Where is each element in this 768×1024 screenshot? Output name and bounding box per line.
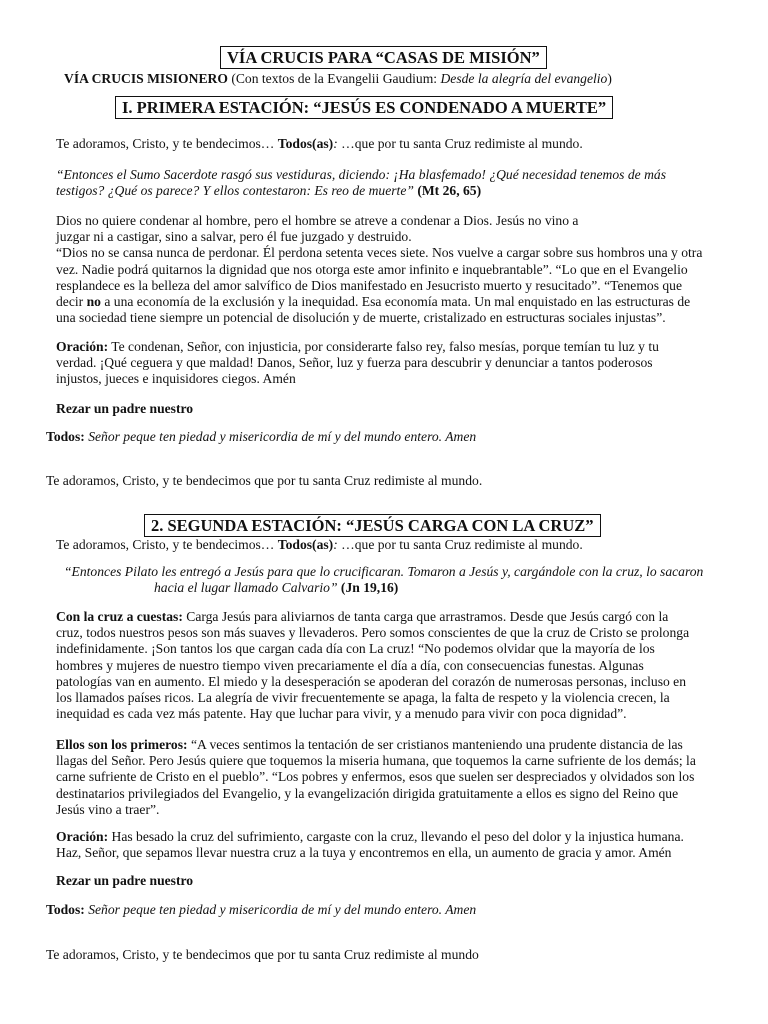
para2-label: Ellos son los primeros:	[56, 737, 188, 752]
para-line: inequidad es cada vez más patente. Hay que luchar para vivir, y a menudo para vivir con poca dignidad”.	[56, 706, 627, 722]
station2-closing: Te adoramos, Cristo, y te bendecimos que por tu santa Cruz redimiste al mundo	[46, 947, 479, 962]
todos-label: Todos:	[46, 902, 85, 917]
prayer-line: Haz, Señor, que sepamos llevar nuestra cruz a la tuya y encontremos en ella, un aumento de gracia y amor. Amén	[56, 845, 672, 861]
adoration-colon: :	[333, 136, 338, 151]
para-line: patologías van en aumento. El miedo y la desesperación se apoderan del corazón de numerosas personas, incluso en	[56, 673, 687, 689]
adoration-post: …que por tu santa Cruz redimiste al mundo.	[337, 537, 583, 552]
station1-prayer	[56, 339, 708, 388]
prayer-line: Oración: Has besado la cruz del sufrimiento, cargaste con la cruz, llevando el peso del dolor y la injustica humana.	[56, 829, 684, 844]
body-line: decir no a una economía de la exclusión y la inequidad. Esa economía mata. Un mal enquistado en las estructuras de	[56, 294, 691, 310]
subtitle-bold: VÍA CRUCIS MISIONERO	[64, 71, 228, 86]
adoration-todos: Todos(as)	[277, 537, 334, 552]
body-line: juzgar ni a castigar, sino a salvar, pero él fue juzgado y destruido.	[56, 229, 412, 245]
adoration-post: …que por tu santa Cruz redimiste al mundo.	[337, 136, 583, 151]
subtitle-close: )	[607, 71, 612, 86]
station2-para2	[56, 737, 708, 818]
todos-text: Señor peque ten piedad y misericordia de mí y del mundo entero. Amen	[84, 902, 477, 917]
para-line: carne sufriente de Cristo en el pueblo”. “Los pobres y enfermos, esos que suelen ser despreciados y olvidados son los	[56, 769, 695, 785]
quote-line: hacia el lugar llamado Calvario” (Jn 19,16)	[154, 580, 399, 596]
station1-heading: I. PRIMERA ESTACIÓN: “JESÚS ES CONDENADO A MUERTE”	[115, 96, 613, 119]
station1-rezar: Rezar un padre nuestro	[56, 401, 194, 416]
station1-closing: Te adoramos, Cristo, y te bendecimos que por tu santa Cruz redimiste al mundo.	[46, 473, 483, 488]
para-line: cruz, todos nuestros pesos son más suaves y llevaderos. Pero somos conscientes de que la cruz de Cristo se prolonga	[56, 625, 690, 641]
station2-prayer	[56, 829, 708, 861]
para-line: destinatarios privilegiados del Evangelio, y la evangelización dirigida gratuitamente a ellos es signo del Reino que	[56, 785, 679, 801]
quote-line: testigos? ¿Qué os parece? Y ellos contestaron: Es reo de muerte” (Mt 26, 65)	[56, 183, 482, 199]
station1-quote	[56, 167, 708, 199]
adoration-todos: Todos(as)	[277, 136, 334, 151]
para-line: indefinidamente. ¡Son tantos los que cargan cada día con La cruz! “No podemos olvidar que la mayoría de los	[56, 641, 655, 657]
para1-label: Con la cruz a cuestas:	[56, 609, 183, 624]
para-line: hombres y mujeres de nuestro tiempo viven precariamente el día a día, con consecuencias funestas. Algunas	[56, 657, 644, 673]
quote-line: “Entonces el Sumo Sacerdote rasgó sus vestiduras, diciendo: ¡Ha blasfemado! ¿Qué necesidad tenemos de más	[56, 167, 666, 182]
station2-adoration	[56, 537, 708, 553]
todos-text: Señor peque ten piedad y misericordia de mí y del mundo entero. Amen	[84, 429, 477, 444]
quote-line: “Entonces Pilato les entregó a Jesús para que lo crucificaran. Tomaron a Jesús y, cargándole con la cruz, lo sacaron	[64, 564, 704, 579]
prayer-line: Oración: Te condenan, Señor, con injusticia, por considerarte falso rey, falso mesías, porque temían tu luz y tu	[56, 339, 659, 354]
subtitle-text: (Con textos de la Evangelii Gaudium:	[227, 71, 441, 86]
adoration-colon: :	[333, 537, 338, 552]
station2-quote	[64, 564, 714, 596]
station2-heading: 2. SEGUNDA ESTACIÓN: “JESÚS CARGA CON LA CRUZ”	[144, 514, 601, 537]
station1-todos	[46, 429, 706, 445]
prayer-line: verdad. ¡Qué ceguera y que maldad! Danos, Señor, luz y fuerza para descubrir y denunciar a tantos poderosos	[56, 355, 653, 371]
quote-reference: (Jn 19,16)	[337, 580, 399, 596]
station1-body	[56, 213, 708, 326]
todos-label: Todos:	[46, 429, 85, 444]
prayer-label: Oración:	[56, 829, 109, 844]
body-line: Dios no quiere condenar al hombre, pero el hombre se atreve a condenar a Dios. Jesús no vino a	[56, 213, 579, 228]
para-line: los llamados países ricos. La alegría de vivir frecuentemente se apaga, la falta de respeto y la violencia crecen, la	[56, 690, 670, 706]
document-title-box: VÍA CRUCIS PARA “CASAS DE MISIÓN”	[220, 46, 547, 69]
body-line: una sociedad tiene siempre un potencial de disolución y de muerte, cristalizado en estructuras sociales injustas”.	[56, 310, 666, 326]
adoration-pre: Te adoramos, Cristo, y te bendecimos…	[56, 537, 278, 552]
body-line: “Dios no se cansa nunca de perdonar. Él perdona setenta veces siete. Nos vuelve a cargar sobre sus hombros una y otra	[56, 245, 703, 261]
station2-rezar: Rezar un padre nuestro	[56, 873, 194, 888]
para-line: Ellos son los primeros: “A veces sentimos la tentación de ser cristianos manteniendo una prudente distancia de las	[56, 737, 683, 752]
para-line: Jesús vino a traer”.	[56, 801, 160, 817]
subtitle-italic: Desde la alegría del evangelio	[440, 71, 608, 86]
body-line: vez. Nadie podrá quitarnos la dignidad que nos otorga este amor infinito e inquebrantable”. “Lo que en el Evangelio	[56, 261, 688, 277]
station2-para1	[56, 609, 708, 722]
station1-adoration	[56, 136, 708, 152]
body-line: resplandece es la belleza del amor salvífico de Dios manifestado en Jesucristo muerto y resucitado”. “Tenemos que	[56, 277, 683, 293]
prayer-line: injustos, jueces e inquisidores ciegos. Amén	[56, 371, 296, 387]
station2-todos	[46, 902, 706, 918]
document-subtitle	[64, 71, 612, 87]
adoration-pre: Te adoramos, Cristo, y te bendecimos…	[56, 136, 278, 151]
para-line: llagas del Señor. Pero Jesús quiere que toquemos la miseria humana, que toquemos la carne sufriente de los demás; la	[56, 753, 696, 769]
prayer-label: Oración:	[56, 339, 109, 354]
quote-reference: (Mt 26, 65)	[413, 183, 482, 199]
para-line: Con la cruz a cuestas: Carga Jesús para aliviarnos de tanta carga que arrastramos. Desde que Jesús cargó con la	[56, 609, 669, 624]
